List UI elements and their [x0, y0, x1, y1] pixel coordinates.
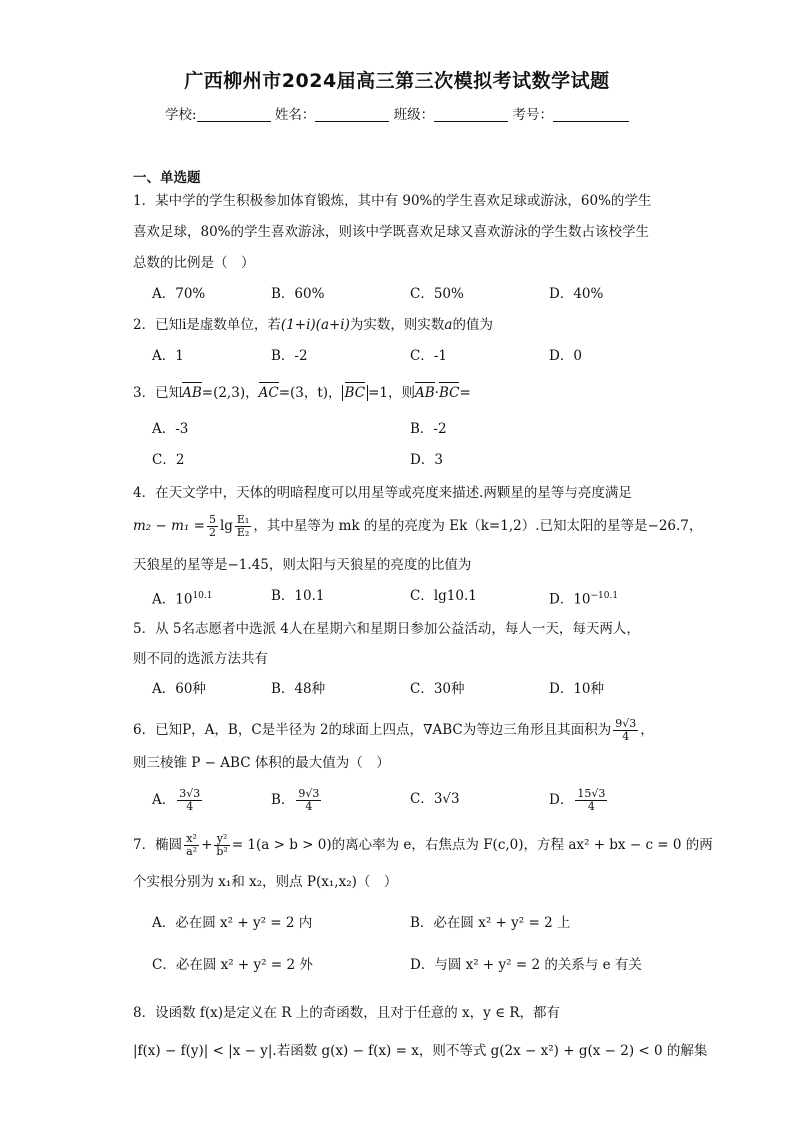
q4-efrac	[235, 514, 251, 539]
student-info-row	[0, 103, 794, 123]
q5-line2: 则不同的选派方法共有	[133, 651, 268, 667]
q4-option-a-exp: 10.1	[192, 591, 213, 601]
q6-area-frac	[613, 718, 638, 743]
section-title: 一、单选题	[133, 170, 201, 186]
q1-line3: 总数的比例是（ ）	[133, 255, 255, 271]
q6-option-a-frac	[177, 788, 202, 813]
q4-lg: lg	[219, 518, 233, 534]
q6-option-a-num: 3√3	[179, 787, 201, 800]
q4-frac	[207, 514, 218, 539]
q6-option-c-text: 3√3	[433, 791, 460, 807]
q6-option-d-num: 15√3	[577, 787, 606, 800]
q2-stem	[133, 316, 493, 334]
q3-vector-bc-2: BC	[438, 385, 460, 401]
q4-frac-num: 5	[208, 513, 216, 526]
q6-option-a[interactable]	[152, 788, 204, 813]
q3-option-c[interactable]: C．2	[152, 452, 185, 468]
q3-abs-bc	[342, 385, 369, 401]
q1-option-c[interactable]: C．50%	[410, 286, 464, 302]
q4-line2-rest: ，其中星等为 mk 的星的亮度为 Ek（k=1,2）.已知太阳的星等是−26.7，	[253, 518, 703, 534]
q4-option-d-text: D．10	[549, 591, 591, 608]
q6-option-d[interactable]	[549, 788, 609, 813]
q3-vector-ab-2: AB	[414, 385, 435, 401]
name-label: 姓名：	[274, 107, 316, 123]
q4-formula-line	[133, 514, 702, 539]
q5-option-d[interactable]: D．10种	[549, 681, 605, 697]
q4-efrac-den: E₂	[236, 526, 250, 539]
q7-option-c[interactable]: C．必在圆 x² + y² = 2 外	[152, 957, 313, 973]
q6-option-b[interactable]	[271, 788, 323, 813]
q5-line1: 5．从 5名志愿者中选派 4人在星期六和星期日参加公益活动，每人一天，每天两人，	[133, 621, 640, 637]
exam-no-blank[interactable]	[553, 107, 629, 122]
q4-line1: 4．在天文学中，天体的明暗程度可以用星等或亮度来描述.两颗星的星等与亮度满足	[133, 485, 632, 501]
q2-tail: 的值为	[452, 317, 493, 333]
q8-line1: 8．设函数 f(x)是定义在 R 上的奇函数，且对于任意的 x，y ∈ R，都有	[133, 1005, 561, 1021]
q4-line3: 天狼星的星等是−1.45，则太阳与天狼星的亮度的比值为	[133, 557, 472, 573]
class-blank[interactable]	[434, 107, 508, 122]
q6-area-num: 9√3	[615, 717, 637, 730]
q1-option-d[interactable]: D．40%	[549, 286, 604, 302]
q6-option-c-label: C．	[410, 791, 434, 807]
q6-option-b-frac	[296, 788, 321, 813]
q6-mid: ∇ABC为等边三角形且其面积为	[423, 722, 612, 738]
q1-line1: 1．某中学的学生积极参加体育锻炼，其中有 90%的学生喜欢足球或游泳，60%的学生	[133, 193, 652, 209]
q3-option-a[interactable]: A．-3	[152, 421, 189, 437]
q3-tail: =	[459, 385, 471, 401]
q7-frac-x-num: x²	[184, 833, 199, 846]
q4-option-a[interactable]	[152, 587, 212, 609]
q4-option-d-exp: −10.1	[590, 591, 619, 601]
q3-vector-ab: AB	[182, 385, 202, 401]
school-blank[interactable]	[197, 107, 271, 122]
name-blank[interactable]	[315, 107, 389, 122]
q3-stem: 3．已知AB=(2,3)，AC=(3，t)， BC =1，则AB·BC=	[133, 385, 471, 401]
q5-option-a[interactable]: A．60种	[152, 681, 206, 697]
q2-option-b[interactable]: B．-2	[271, 348, 308, 364]
q6-line1: 6．已知P，A，B，C是半径为 2的球面上四点，∇ABC为等边三角形且其面积为 $\frac{9√3}{4}$ ，	[133, 717, 654, 743]
q4-frac-den: 2	[208, 526, 216, 539]
q2-expr: (1+i)(a+i)	[280, 317, 350, 333]
q7-option-b[interactable]: B．必在圆 x² + y² = 2 上	[410, 915, 571, 931]
q3-mid: =1，则	[368, 385, 415, 401]
q7-stem: 7．椭圆 $\frac{\text{x²}}{\text{a²}}$ + $\frac{\text{y²}}{\text{b²}}$ = 1(a > b > 0)的离心率为 e，右焦点为 F(c,0)，方程 ax² + bx − c = 0 的两	[133, 832, 713, 858]
q6-option-a-label: A．	[152, 792, 176, 808]
school-label: 学校:	[165, 107, 197, 123]
q1-option-a[interactable]: A．70%	[152, 286, 206, 302]
exam-no-label: 考号：	[512, 107, 553, 123]
q6-area-den: 4	[622, 730, 630, 743]
q6-option-d-frac	[575, 788, 607, 813]
q8-line2: |f(x) − f(y)| < |x − y|.若函数 g(x) − f(x) = x，则不等式 g(2x − x²) + g(x − 2) < 0 的解集	[133, 1043, 708, 1059]
q1-line2: 喜欢足球，80%的学生喜欢游泳，则该中学既喜欢足球又喜欢游泳的学生数占该校学生	[133, 224, 650, 240]
q6-option-c[interactable]	[410, 790, 460, 808]
q7-pre: 7．椭圆	[133, 837, 183, 853]
page-title: 广西柳州市2024届高三第三次模拟考试数学试题	[184, 70, 610, 92]
q3-option-b[interactable]: B．-2	[410, 421, 447, 437]
q6-pre: 6．已知P，A，B，C是半径为 2的球面上四点，	[133, 722, 424, 738]
q6-option-d-label: D．	[549, 792, 574, 808]
q6-line2: 则三棱锥 P − ABC 体积的最大值为（ ）	[133, 755, 390, 771]
q4-option-a-text: A．10	[152, 591, 193, 608]
q7-frac-y-den: b²	[216, 845, 228, 858]
q6-option-a-den: 4	[186, 800, 194, 813]
q7-option-a[interactable]: A．必在圆 x² + y² = 2 内	[152, 915, 313, 931]
q2-var: a	[444, 317, 453, 333]
class-label: 班级：	[393, 107, 435, 123]
q3-pre: 3．已知	[133, 385, 183, 401]
q4-option-d[interactable]	[549, 587, 618, 609]
q2-post: 为实数，则实数	[349, 317, 445, 333]
q7-frac-x-den: a²	[186, 845, 198, 858]
q3-ab-val: =(2,3)，	[201, 385, 259, 401]
q3-ac-val: =(3，t)，	[278, 385, 342, 401]
q5-option-b[interactable]: B．48种	[271, 681, 326, 697]
q4-formula-lhs: m₂ − m₁ =	[133, 518, 205, 534]
q2-option-c[interactable]: C．-1	[410, 348, 447, 364]
q3-vector-bc: BC	[344, 385, 366, 401]
q3-option-d[interactable]: D．3	[410, 452, 443, 468]
q7-frac-y-num: y²	[214, 833, 229, 846]
q3-vector-ac: AC	[258, 385, 279, 401]
q7-frac-x	[184, 833, 199, 858]
q5-option-c[interactable]: C．30种	[410, 681, 465, 697]
q7-option-d[interactable]: D．与圆 x² + y² = 2 的关系与 e 有关	[410, 957, 642, 973]
q4-option-b[interactable]: B．10.1	[271, 588, 325, 604]
q4-option-c[interactable]: C．lg10.1	[410, 588, 477, 604]
q7-cond: = 1(a > b > 0)的离心率为 e，右焦点为 F(c,0)，方程 ax² + bx − c = 0 的两	[231, 837, 713, 853]
q6-option-b-den: 4	[305, 800, 313, 813]
q2-option-a[interactable]: A．1	[152, 348, 184, 364]
q6-option-b-label: B．	[271, 792, 295, 808]
q1-option-b[interactable]: B．60%	[271, 286, 325, 302]
q4-efrac-num: E₁	[236, 513, 250, 526]
q6-option-b-num: 9√3	[298, 787, 320, 800]
q2-option-d[interactable]: D．0	[549, 348, 582, 364]
q7-frac-y	[214, 833, 229, 858]
q6-option-d-den: 4	[587, 800, 595, 813]
q7-line2: 个实根分别为 x₁和 x₂，则点 P(x₁,x₂)（ ）	[133, 874, 398, 890]
q2-pre: 2．已知i是虚数单位，若	[133, 317, 281, 333]
